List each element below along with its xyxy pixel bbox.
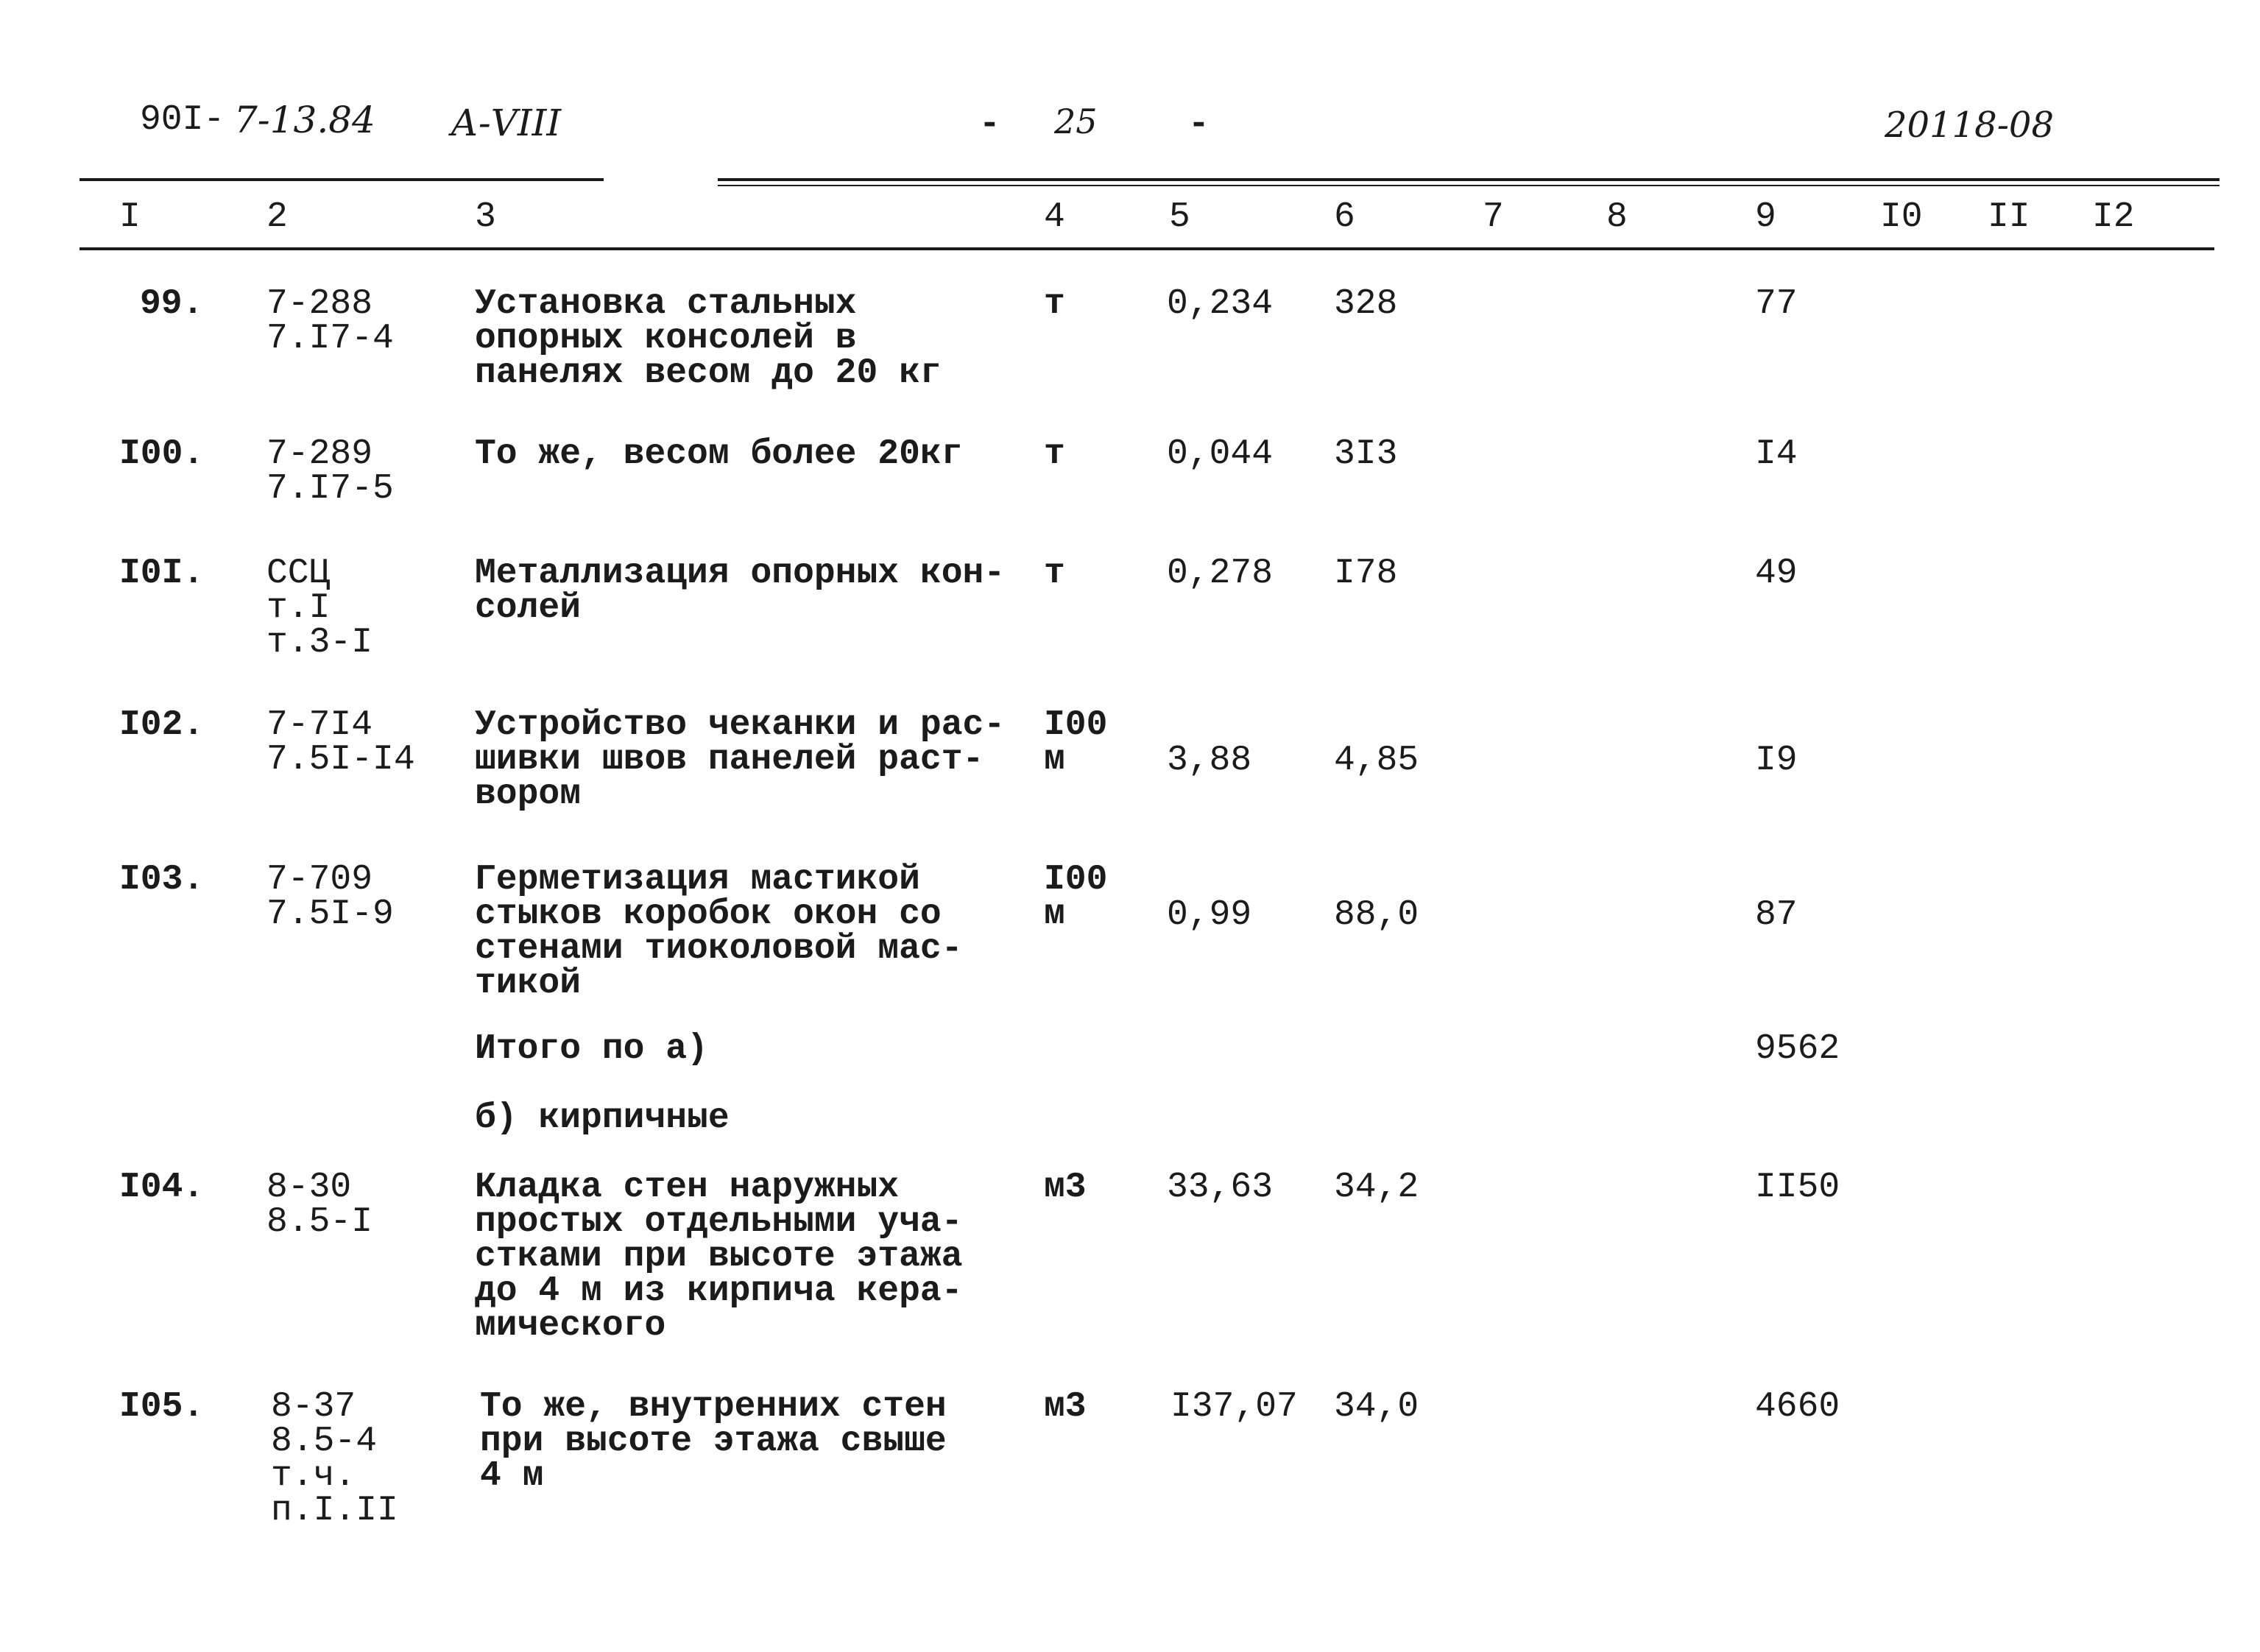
header-rule-top-right-2	[718, 185, 2220, 186]
col-header-7: 7	[1483, 197, 1504, 237]
row-total: 4660	[1755, 1387, 1840, 1427]
row-quantity: I37,07	[1170, 1387, 1298, 1427]
row-number: I02.	[119, 705, 205, 745]
col-header-3: 3	[475, 197, 496, 237]
col-header-10: I0	[1880, 197, 1923, 237]
row-quantity: 0,99	[1167, 895, 1252, 935]
col-header-6: 6	[1334, 197, 1355, 237]
row-unit: I00 м	[1044, 860, 1108, 934]
row-code: 7-709 7.5I-9	[266, 860, 394, 934]
row-description: Герметизация мастикой стыков коробок окон со стенами тиоколовой мас- тикой	[475, 860, 963, 1003]
row-price: 88,0	[1334, 895, 1419, 935]
row-price: 34,2	[1334, 1168, 1419, 1207]
row-unit: м3	[1044, 1387, 1087, 1427]
row-price: 3I3	[1334, 434, 1398, 474]
col-header-4: 4	[1044, 197, 1065, 237]
row-price: I78	[1334, 554, 1398, 593]
col-header-1: I	[119, 197, 141, 237]
row-quantity: 0,044	[1167, 434, 1274, 474]
page-dash-left: -	[979, 105, 1000, 144]
row-unit: т	[1044, 434, 1065, 474]
row-code: 7-7I4 7.5I-I4	[266, 705, 415, 780]
row-code: ССЦ т.I т.3-I	[266, 554, 373, 663]
subtotal-value: 9562	[1755, 1029, 1840, 1069]
col-header-11: II	[1988, 197, 2030, 237]
row-total: 77	[1755, 284, 1798, 324]
row-price: 34,0	[1334, 1387, 1419, 1427]
album-number: А-VIII	[451, 102, 562, 144]
row-code: 8-37 8.5-4 т.ч. п.I.II	[271, 1387, 398, 1531]
row-unit: т	[1044, 554, 1065, 593]
row-description: То же, весом более 20кг	[475, 434, 963, 474]
row-quantity: 3,88	[1167, 741, 1252, 780]
row-number: I0I.	[119, 554, 205, 593]
row-total: 87	[1755, 895, 1798, 935]
header-rule-top-left	[80, 178, 604, 181]
row-description: Металлизация опорных кон- солей	[475, 554, 1006, 628]
row-number: I03.	[119, 860, 205, 900]
row-number: I04.	[119, 1168, 205, 1207]
page-number: 25	[1054, 102, 1098, 141]
row-code: 8-30 8.5-I	[266, 1168, 373, 1242]
row-unit: т	[1044, 284, 1065, 324]
row-description: Установка стальных опорных консолей в панелях весом до 20 кг	[475, 284, 942, 393]
row-unit: I00 м	[1044, 705, 1108, 780]
doc-code-handwritten: 7-13.84	[234, 99, 375, 141]
col-header-5: 5	[1169, 197, 1190, 237]
row-total: I9	[1755, 741, 1798, 780]
row-quantity: 0,234	[1167, 284, 1274, 324]
row-quantity: 0,278	[1167, 554, 1274, 593]
page-dash-right: -	[1188, 105, 1210, 144]
row-total: 49	[1755, 554, 1798, 593]
row-number: I00.	[119, 434, 205, 474]
row-quantity: 33,63	[1167, 1168, 1274, 1207]
row-number: 99.	[140, 284, 204, 324]
row-description: То же, внутренних стен при высоте этажа свыше 4 м	[480, 1387, 947, 1496]
row-total: I4	[1755, 434, 1798, 474]
row-code: 7-288 7.I7-4	[266, 284, 394, 359]
row-unit: м3	[1044, 1168, 1087, 1207]
row-description: Кладка стен наружных простых отдельными уча- стками при высоте этажа до 4 м из кирпича кера- мического	[475, 1168, 963, 1346]
header-rule-bottom	[80, 247, 2214, 250]
row-code: 7-289 7.I7-5	[266, 434, 394, 509]
row-number: I05.	[119, 1387, 205, 1427]
col-header-2: 2	[266, 197, 288, 237]
section-heading: б) кирпичные	[475, 1098, 730, 1138]
archive-number: 20118-08	[1885, 105, 2054, 146]
header-rule-top-right	[718, 178, 2220, 181]
row-description: Устройство чеканки и рас- шивки швов панелей раст- вором	[475, 705, 1006, 814]
col-header-9: 9	[1755, 197, 1776, 237]
doc-code-typed: 90I-	[140, 100, 225, 140]
subtotal-label: Итого по а)	[475, 1029, 708, 1069]
row-price: 4,85	[1334, 741, 1419, 780]
row-price: 328	[1334, 284, 1398, 324]
row-total: II50	[1755, 1168, 1840, 1207]
col-header-8: 8	[1606, 197, 1628, 237]
col-header-12: I2	[2092, 197, 2135, 237]
